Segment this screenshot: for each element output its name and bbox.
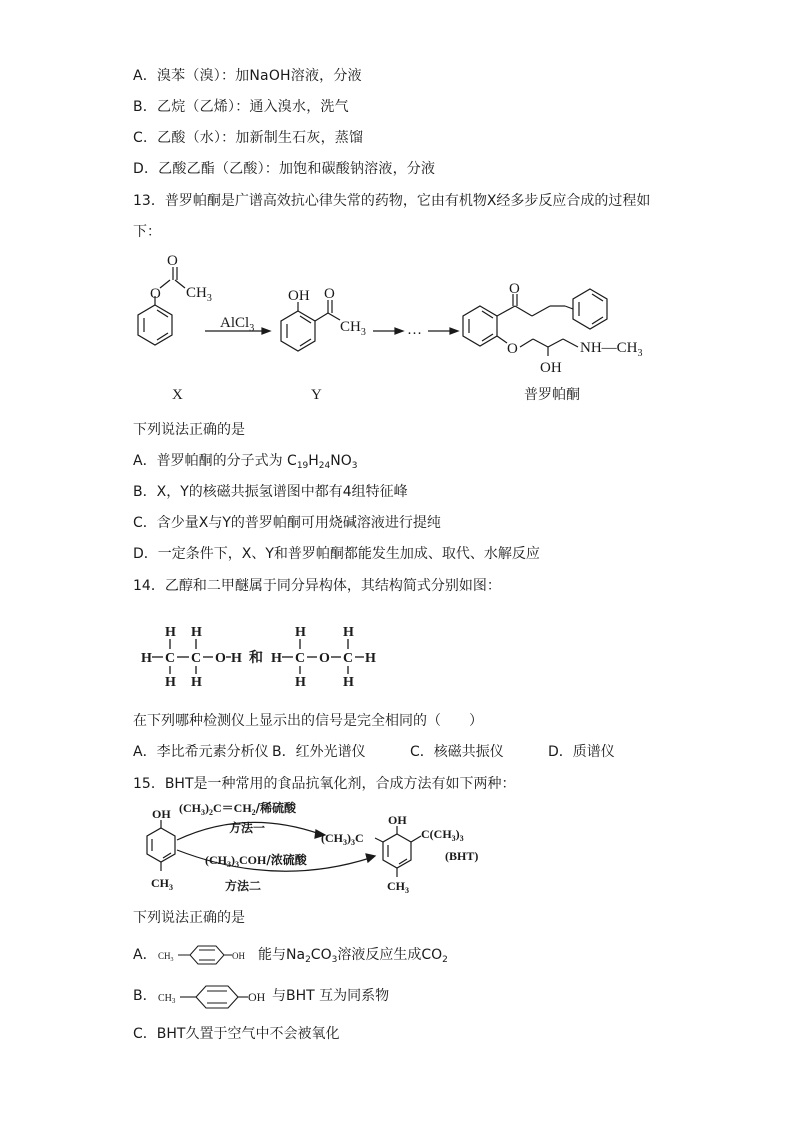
reagent-alcl3: AlCl$_3$ [220, 315, 255, 334]
product-amine-group: $NH—CH_3$ [580, 340, 643, 359]
q15-option-a-text: 能与$Na_2CO_3$溶液反应生成$CO_2$ [258, 947, 448, 965]
q14-prompt: 在下列哪种检测仪上显示出的信号是完全相同的（ ） [133, 713, 483, 729]
label-x: X [172, 387, 183, 403]
bht-ring [383, 834, 411, 868]
x-methyl-group: $CH_3$ [186, 285, 212, 304]
q12-option-c: C．乙酸（水）：加新制生石灰，蒸馏 [133, 130, 364, 146]
svg-text:C: C [191, 651, 202, 666]
bht-methyl: $CH_3$ [387, 879, 409, 895]
x-carbonyl-oxygen: O [167, 253, 178, 269]
svg-text:H: H [365, 651, 376, 666]
svg-text:C: C [343, 651, 354, 666]
ellipsis: … [407, 322, 422, 338]
q15-option-c: C．BHT久置于空气中不会被氧化 [133, 1026, 340, 1042]
bht-label: (BHT) [445, 849, 479, 863]
product-benzene-ring-left [463, 306, 497, 346]
q13-option-a: A．普罗帕酮的分子式为 $C_{19}H_{24}NO_3$ [133, 453, 358, 471]
q14-structures [135, 622, 395, 692]
svg-text:H: H [295, 625, 306, 640]
bht-tbutyl-left: $(CH_3)_3C$ [321, 831, 364, 847]
q14-option-c: C．核磁共振仪 [410, 744, 504, 760]
q13-reaction-scheme [0, 245, 794, 405]
svg-text:OH: OH [248, 990, 266, 1004]
q14-option-b: B．红外光谱仪 [272, 744, 366, 760]
svg-text:H: H [271, 651, 282, 666]
q15-option-b-text: 与BHT 互为同系物 [272, 988, 390, 1004]
bht-tbutyl-right: $C(CH_3)_3$ [421, 827, 464, 843]
product-carbonyl-oxygen: O [509, 281, 520, 297]
svg-text:C: C [295, 651, 306, 666]
svg-text:H: H [191, 675, 202, 690]
q13-option-c: C．含少量X与Y的普罗帕酮可用烧碱溶液进行提纯 [133, 515, 441, 531]
q15-option-b [133, 987, 157, 1005]
method2-label: 方法二 [225, 879, 262, 893]
q15-prompt: 下列说法正确的是 [133, 910, 245, 926]
q14-option-d: D．质谱仪 [548, 744, 615, 760]
q13-stem-cont: 下： [133, 224, 161, 240]
svg-text:C: C [165, 651, 176, 666]
q14-option-a: A．李比希元素分析仪 [133, 744, 269, 760]
method2-reagent: $(CH_3)_3COH/$浓硫酸 [205, 853, 307, 869]
q15-option-a-label: A． [133, 947, 157, 963]
x-ester-oxygen: O [150, 286, 161, 302]
q12-option-d: D．乙酸乙酯（乙酸）：加饱和碳酸钠溶液，分液 [133, 161, 436, 177]
svg-text:H: H [231, 651, 242, 666]
y-carbonyl-oxygen: O [324, 286, 335, 302]
p-cresol-inline-b [158, 983, 278, 1011]
svg-text:H: H [191, 625, 202, 640]
svg-text:H: H [295, 675, 306, 690]
product-hydroxyl: OH [540, 360, 562, 376]
method1-label: 方法一 [229, 821, 266, 835]
svg-text:H: H [343, 675, 354, 690]
svg-text:OH: OH [232, 951, 245, 961]
q13-option-b: B．X，Y的核磁共振氢谱图中都有4组特征峰 [133, 484, 408, 500]
q13-stem: 13．普罗帕酮是广谱高效抗心律失常的药物，它由有机物X经多步反应合成的过程如 [133, 193, 651, 209]
label-y: Y [311, 387, 322, 403]
label-propafenone: 普罗帕酮 [524, 388, 580, 403]
q12-option-b: B．乙烷（乙烯）：通入溴水，洗气 [133, 99, 349, 115]
p-cresol-methyl: $CH_3$ [151, 876, 173, 892]
svg-text:H: H [165, 675, 176, 690]
q14-stem: 14．乙醇和二甲醚属于同分异构体，其结构简式分别如图： [133, 578, 501, 594]
p-cresol-ring [147, 828, 175, 862]
product-ether-oxygen: O [507, 341, 518, 357]
q15-option-a [133, 946, 157, 964]
bht-hydroxyl: OH [388, 813, 407, 827]
x-benzene-ring [138, 305, 172, 345]
q15-reaction-scheme [135, 798, 495, 908]
method1-reagent: $(CH_3)_2C=CH_2/$稀硫酸 [179, 801, 297, 817]
q13-option-d: D．一定条件下，X、Y和普罗帕酮都能发生加成、取代、水解反应 [133, 546, 540, 562]
y-hydroxyl: OH [288, 288, 310, 304]
y-benzene-ring [281, 311, 315, 351]
p-cresol-hydroxyl: OH [152, 807, 171, 821]
svg-text:H: H [343, 625, 354, 640]
svg-text:CH3: $CH_3$ [158, 993, 176, 1005]
q15-option-b-label: B． [133, 988, 157, 1004]
q15-stem: 15．BHT是一种常用的食品抗氧化剂，合成方法有如下两种： [133, 776, 516, 792]
svg-text:O: O [215, 651, 226, 666]
svg-text:H: H [141, 651, 152, 666]
svg-text:O: O [319, 651, 330, 666]
q14-and: 和 [249, 651, 263, 666]
product-benzene-ring-right [573, 289, 607, 329]
svg-text:CH3: $CH_3$ [158, 951, 174, 963]
q12-option-a: A．溴苯（溴）：加NaOH溶液，分液 [133, 68, 362, 84]
q13-prompt: 下列说法正确的是 [133, 422, 245, 438]
p-cresol-inline-a [158, 944, 258, 966]
svg-text:H: H [165, 625, 176, 640]
y-methyl-group: $CH_3$ [340, 319, 366, 338]
